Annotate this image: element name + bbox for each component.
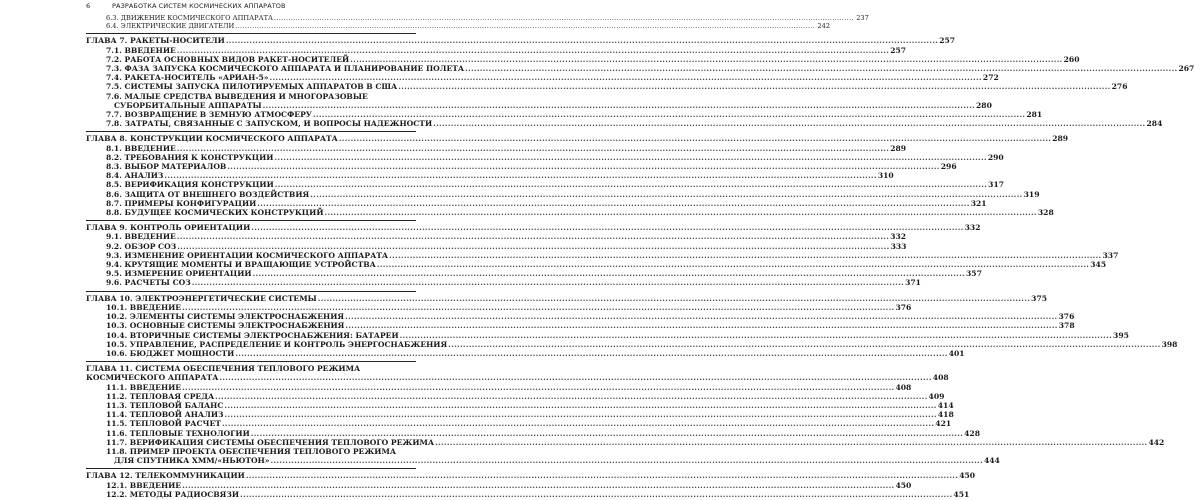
chapter-heading[interactable] (86, 373, 949, 383)
entry-label: 11.7. ВЕРИФИКАЦИЯ СИСТЕМЫ ОБЕСПЕЧЕНИЯ ТЕПЛОВОГО РЕЖИМА (106, 437, 435, 447)
entry-label: 7.8. ЗАТРАТЫ, СВЯЗАННЫЕ С ЗАПУСКОМ, И ВОПРОСЫ НАДЕЖНОСТИ (106, 119, 433, 129)
entry-page-number: 289 (890, 143, 907, 153)
leader-dots (275, 180, 987, 189)
entry-page-number: 376 (1058, 312, 1075, 322)
entry-page-number: 421 (935, 419, 952, 429)
entry-label: ГЛАВА 11. СИСТЕМА ОБЕСПЕЧЕНИЯ ТЕПЛОВОГО РЕЖИМА (86, 364, 361, 374)
entry-label: 10.2. ЭЛЕМЕНТЫ СИСТЕМЫ ЭЛЕКТРОСНАБЖЕНИЯ (106, 312, 345, 322)
toc-entry[interactable] (86, 302, 912, 312)
entry-page-number: 375 (1031, 293, 1048, 303)
toc-entry[interactable] (86, 410, 954, 420)
toc-entry[interactable] (86, 171, 894, 181)
entry-page-number: 321 (970, 198, 987, 208)
entry-page-number: 319 (1023, 189, 1040, 199)
leader-dots (271, 456, 983, 465)
chapter-block (86, 468, 976, 499)
entry-label: 7.2. РАБОТА ОСНОВНЫХ ВИДОВ РАКЕТ-НОСИТЕЛЕЙ (106, 54, 350, 64)
chapter-heading[interactable] (86, 223, 981, 233)
entry-page-number: 332 (890, 232, 907, 242)
chapter-heading[interactable] (86, 364, 416, 373)
entry-label: ГЛАВА 10. ЭЛЕКТРОЭНЕРГЕТИЧЕСКИЕ СИСТЕМЫ (86, 293, 317, 303)
leader-dots (240, 490, 952, 499)
leader-dots (182, 481, 894, 490)
toc-entry-continuation[interactable] (86, 456, 1000, 466)
leader-dots (253, 269, 965, 278)
toc-entry[interactable] (86, 162, 957, 172)
entry-page-number: 290 (987, 152, 1004, 162)
chapter-block (86, 33, 1194, 129)
entry-label: 11.2. ТЕПЛОВАЯ СРЕДА (106, 391, 215, 401)
leader-dots (177, 46, 889, 55)
entry-label: ГЛАВА 8. КОНСТРУКЦИИ КОСМИЧЕСКОГО АППАРАТА (86, 134, 338, 144)
leader-dots (433, 119, 1145, 128)
leader-dots (377, 260, 1089, 269)
entry-label: 11.3. ТЕПЛОВОЙ БАЛАНС (106, 400, 224, 410)
entry-label: ГЛАВА 9. КОНТРОЛЬ ОРИЕНТАЦИИ (86, 223, 251, 233)
toc-entry[interactable] (86, 400, 954, 410)
entry-page-number: 371 (905, 278, 921, 288)
chapter-heading[interactable] (86, 134, 1069, 144)
entry-label: 10.3. ОСНОВНЫЕ СИСТЕМЫ ЭЛЕКТРОСНАБЖЕНИЯ (106, 321, 345, 331)
leader-dots (219, 373, 931, 382)
leader-dots (224, 401, 936, 410)
entry-page-number: 332 (964, 223, 981, 233)
toc-entry[interactable] (86, 250, 1119, 260)
chapter-block (86, 131, 1069, 218)
entry-page-number: 451 (953, 489, 970, 499)
entry-label: 7.5. СИСТЕМЫ ЗАПУСКА ПИЛОТИРУЕМЫХ АППАРАТОВ В США (106, 82, 398, 92)
toc-entry[interactable] (86, 110, 1043, 120)
toc-entry[interactable] (86, 428, 980, 438)
entry-page-number: 333 (890, 241, 907, 251)
leader-dots (226, 36, 938, 45)
entry-page-number: 376 (895, 302, 912, 312)
entry-page-number: 242 (817, 22, 831, 31)
toc-entry[interactable] (86, 92, 416, 101)
leader-dots (389, 251, 1101, 260)
leader-dots (177, 144, 889, 153)
entry-label: 9.3. ИЗМЕНЕНИЕ ОРИЕНТАЦИИ КОСМИЧЕСКОГО АППАРАТА (106, 250, 389, 260)
leader-dots (398, 82, 1110, 91)
entry-page-number: 378 (1058, 321, 1075, 331)
leader-dots (339, 134, 1051, 143)
entry-page-number: 257 (939, 36, 956, 46)
entry-page-number: 408 (895, 382, 912, 392)
entry-label: 8.2. ТРЕБОВАНИЯ К КОНСТРУКЦИИ (106, 152, 274, 162)
chapter-heading[interactable] (86, 36, 956, 46)
toc-entry[interactable] (86, 382, 912, 392)
toc-entry[interactable] (86, 73, 999, 83)
toc-entry[interactable] (86, 489, 970, 499)
entry-label: 7.4. РАКЕТА-НОСИТЕЛЬ «АРИАН-5» (106, 73, 269, 83)
entry-page-number: 289 (1052, 134, 1069, 144)
leader-dots (177, 242, 889, 251)
entry-page-number: 442 (1148, 437, 1165, 447)
leader-dots (270, 73, 982, 82)
entry-page-number: 337 (1102, 250, 1119, 260)
entry-label: 11.1. ВВЕДЕНИЕ (106, 382, 182, 392)
entry-label: 9.5. ИЗМЕРЕНИЕ ОРИЕНТАЦИИ (106, 269, 252, 279)
entry-page-number: 428 (964, 428, 980, 438)
leader-dots (192, 278, 904, 287)
entry-page-number: 450 (959, 471, 976, 481)
toc-entry[interactable] (86, 180, 1005, 190)
leader-dots (274, 153, 986, 162)
toc-entry[interactable] (86, 14, 869, 22)
toc-entry[interactable] (86, 269, 982, 279)
leader-dots (251, 429, 963, 438)
leader-dots (251, 223, 963, 232)
leader-dots (325, 208, 1037, 217)
entry-page-number: 296 (940, 162, 957, 172)
leader-dots (224, 410, 936, 419)
entry-page-number: 284 (1146, 119, 1163, 129)
entry-page-number: 345 (1090, 260, 1107, 270)
entry-page-number: 414 (937, 400, 954, 410)
entry-label: 8.8. БУДУЩЕЕ КОСМИЧЕСКИХ КОНСТРУКЦИЙ (106, 208, 324, 218)
entry-page-number: 450 (895, 480, 912, 490)
toc-entry[interactable] (86, 45, 907, 55)
toc-entry[interactable] (86, 64, 1194, 74)
leader-dots (313, 110, 1025, 119)
entry-page-number: 237 (856, 14, 869, 22)
entry-label: ГЛАВА 12. ТЕЛЕКОММУНИКАЦИИ (86, 471, 245, 481)
toc-entry[interactable] (86, 232, 907, 242)
toc-entry[interactable] (86, 241, 907, 251)
leader-dots (310, 190, 1022, 199)
entry-label: 11.6. ТЕПЛОВЫЕ ТЕХНОЛОГИИ (106, 428, 250, 438)
toc-entry[interactable] (86, 391, 945, 401)
entry-label: 9.1. ВВЕДЕНИЕ (106, 232, 176, 242)
leader-dots (448, 340, 1160, 349)
entry-label: 7.7. ВОЗВРАЩЕНИЕ В ЗЕМНУЮ АТМОСФЕРУ (106, 110, 312, 120)
entry-page-number: 260 (1063, 54, 1080, 64)
toc-entry[interactable] (86, 330, 1129, 340)
leader-dots (257, 199, 969, 208)
entry-label: СУБОРБИТАЛЬНЫЕ АППАРАТЫ (114, 100, 262, 110)
entry-label: ДЛЯ СПУТНИКА XMM/«НЬЮТОН» (114, 456, 270, 466)
entry-page-number: 272 (982, 73, 999, 83)
entry-label: 7.1. ВВЕДЕНИЕ (106, 45, 176, 55)
chapter-block (86, 220, 1119, 288)
entry-page-number: 408 (932, 373, 949, 383)
entry-page-number: 357 (966, 269, 982, 279)
entry-label: ГЛАВА 7. РАКЕТЫ-НОСИТЕЛИ (86, 36, 225, 46)
entry-page-number: 310 (877, 171, 894, 181)
toc-entry[interactable] (86, 447, 416, 456)
toc-entry[interactable] (86, 208, 1054, 218)
chapter-heading[interactable] (86, 293, 1048, 303)
entry-label: 7.6. МАЛЫЕ СРЕДСТВА ВЫВЕДЕНИЯ И МНОГОРАЗОВЫЕ (106, 91, 368, 101)
chapter-block (86, 291, 1178, 358)
entry-label: 7.3. ФАЗА ЗАПУСКА КОСМИЧЕСКОГО АППАРАТА И ПЛАНИРОВАНИЕ ПОЛЕТА (106, 64, 465, 74)
entry-label: 10.6. БЮДЖЕТ МОЩНОСТИ (106, 348, 235, 358)
leader-dots (274, 14, 854, 22)
leader-dots (435, 438, 1147, 447)
leader-dots (182, 383, 894, 392)
entry-label: 6.4. ЭЛЕКТРИЧЕСКИЕ ДВИГАТЕЛИ (106, 22, 235, 31)
entry-page-number: 276 (1111, 82, 1128, 92)
entry-label: 8.3. ВЫБОР МАТЕРИАЛОВ (106, 162, 227, 172)
toc-entry[interactable] (86, 198, 987, 208)
leader-dots (400, 331, 1112, 340)
entry-page-number: 257 (890, 45, 907, 55)
leader-dots (164, 171, 876, 180)
entry-label: КОСМИЧЕСКОГО АППАРАТА (86, 373, 219, 383)
toc-entry[interactable] (86, 339, 1178, 349)
entry-label: 12.1. ВВЕДЕНИЕ (106, 480, 182, 490)
entry-label: 11.5. ТЕПЛОВОЙ РАСЧЕТ (106, 419, 221, 429)
entry-label: 11.4. ТЕПЛОВОЙ АНАЛИЗ (106, 410, 224, 420)
entry-label: 10.4. ВТОРИЧНЫЕ СИСТЕМЫ ЭЛЕКТРОСНАБЖЕНИЯ: БАТАРЕИ (106, 330, 399, 340)
toc-entry[interactable] (86, 437, 1165, 447)
leader-dots (235, 349, 947, 358)
leader-dots (222, 419, 934, 428)
chapter-heading[interactable] (86, 471, 976, 481)
leader-dots (263, 101, 975, 110)
entry-page-number: 328 (1037, 208, 1054, 218)
entry-page-number: 401 (948, 348, 965, 358)
leader-dots (215, 392, 927, 401)
entry-page-number: 317 (988, 180, 1005, 190)
leader-dots (345, 321, 1057, 330)
entry-label: 10.5. УПРАВЛЕНИЕ, РАСПРЕДЕЛЕНИЕ И КОНТРОЛЬ ЭНЕРГОСНАБЖЕНИЯ (106, 339, 448, 349)
entry-label: 12.2. МЕТОДЫ РАДИОСВЯЗИ (106, 489, 240, 499)
toc-entry[interactable] (86, 82, 1128, 92)
entry-page-number: 418 (937, 410, 954, 420)
entry-page-number: 409 (928, 391, 945, 401)
entry-label: 10.1. ВВЕДЕНИЕ (106, 302, 182, 312)
entry-label: 8.7. ПРИМЕРЫ КОНФИГУРАЦИИ (106, 198, 257, 208)
toc-entry[interactable] (86, 119, 1163, 129)
leader-dots (350, 55, 1062, 64)
leader-dots (182, 303, 894, 312)
entry-page-number: 398 (1161, 339, 1178, 349)
toc-entry[interactable] (86, 54, 1080, 64)
entry-label: 8.5. ВЕРИФИКАЦИЯ КОНСТРУКЦИИ (106, 180, 274, 190)
toc-entry[interactable] (86, 480, 912, 490)
toc-entry[interactable] (86, 189, 1040, 199)
leader-dots (246, 471, 958, 480)
leader-dots (227, 162, 939, 171)
toc-entry[interactable] (86, 152, 1004, 162)
leader-dots (345, 312, 1057, 321)
toc-entry-continuation[interactable] (86, 100, 992, 110)
running-title: РАЗРАБОТКА СИСТЕМ КОСМИЧЕСКИХ АППАРАТОВ (112, 2, 286, 10)
entry-label: 9.4. КРУТЯЩИЕ МОМЕНТЫ И ВРАЩАЮЩИЕ УСТРОЙСТВА (106, 260, 376, 270)
entry-page-number: 444 (983, 456, 1000, 466)
toc-entry[interactable] (86, 260, 1107, 270)
toc-entry[interactable] (86, 143, 907, 153)
entry-page-number: 281 (1026, 110, 1043, 120)
toc-entry[interactable] (86, 278, 921, 288)
toc-entry[interactable] (86, 419, 952, 429)
running-header (86, 1, 416, 11)
leader-dots (465, 64, 1177, 73)
entry-label: 9.2. ОБЗОР СОЗ (106, 241, 177, 251)
toc-entry[interactable] (86, 22, 831, 31)
table-of-contents (86, 14, 1194, 499)
leader-dots (177, 232, 889, 241)
entry-label: 11.8. ПРИМЕР ПРОЕКТА ОБЕСПЕЧЕНИЯ ТЕПЛОВОГО РЕЖИМА (106, 446, 397, 456)
toc-entry[interactable] (86, 348, 965, 358)
toc-entry[interactable] (86, 321, 1075, 331)
page-number: 6 (86, 2, 91, 10)
entry-label: 8.4. АНАЛИЗ (106, 171, 164, 181)
entry-label: 8.6. ЗАЩИТА ОТ ВНЕШНЕГО ВОЗДЕЙСТВИЯ (106, 189, 310, 199)
toc-entry[interactable] (86, 312, 1075, 322)
leader-dots (318, 294, 1030, 303)
chapter-block (86, 361, 1165, 466)
leader-dots (235, 22, 815, 30)
entry-label: 8.1. ВВЕДЕНИЕ (106, 143, 176, 153)
entry-label: 9.6. РАСЧЕТЫ СОЗ (106, 278, 191, 288)
entry-label: 6.3. ДВИЖЕНИЕ КОСМИЧЕСКОГО АППАРАТА (106, 14, 273, 22)
entry-page-number: 267 (1178, 64, 1194, 74)
entry-page-number: 280 (976, 100, 992, 110)
entry-page-number: 395 (1113, 330, 1129, 340)
